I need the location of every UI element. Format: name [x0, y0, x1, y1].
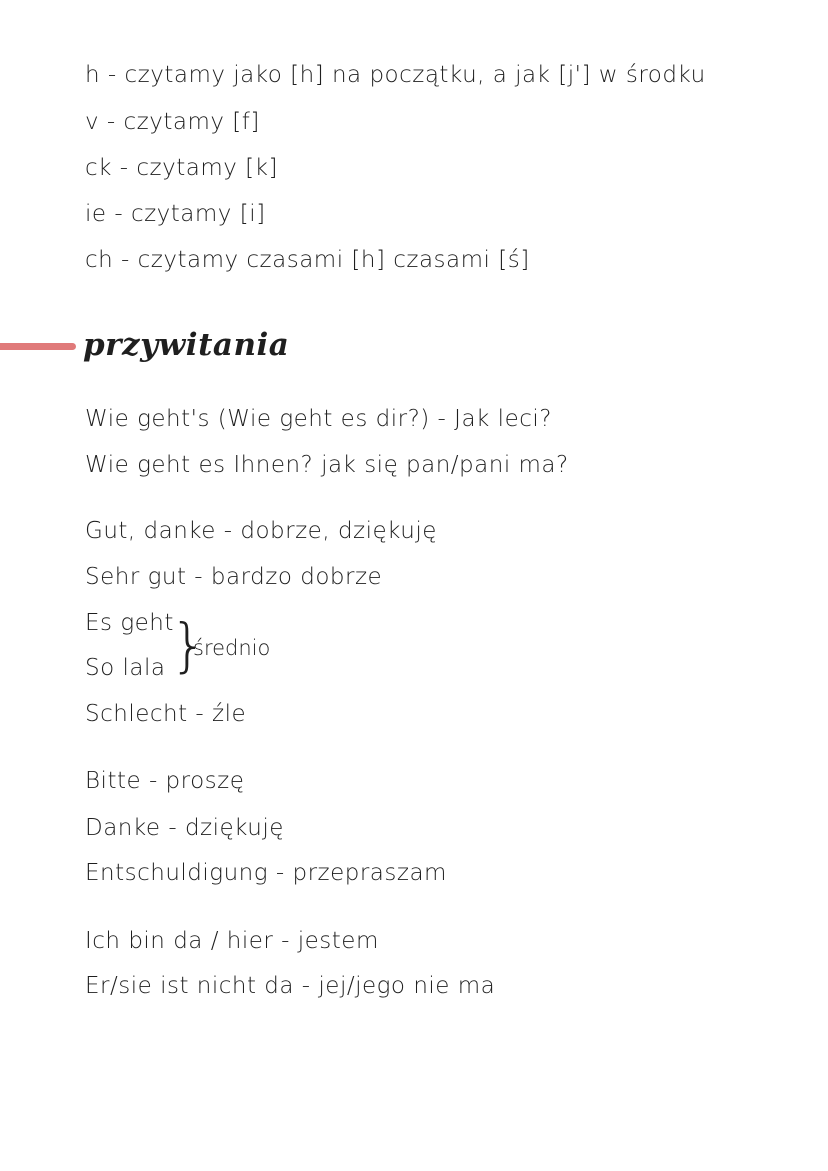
question-line: Wie geht es Ihnen? jak się pan/pani ma?: [85, 452, 569, 478]
pronunciation-line: ie - czytamy [i]: [85, 201, 266, 227]
pronunciation-line: v - czytamy [f]: [85, 109, 260, 135]
section-heading: przywitania: [83, 327, 290, 363]
brace-symbol: }: [170, 611, 207, 679]
brace-label: średnio: [193, 636, 271, 660]
pronunciation-line: ch - czytamy czasami [h] czasami [ś]: [85, 247, 530, 273]
politeness-line: Bitte - proszę: [85, 768, 245, 794]
presence-line: Ich bin da / hier - jestem: [85, 928, 379, 954]
presence-line: Er/sie ist nicht da - jej/jego nie ma: [85, 973, 496, 999]
politeness-line: Entschuldigung - przepraszam: [85, 860, 447, 886]
question-line: Wie geht's (Wie geht es dir?) - Jak leci?: [85, 406, 552, 432]
answer-line: Schlecht - źle: [85, 701, 247, 727]
answer-line: Sehr gut - bardzo dobrze: [85, 564, 383, 590]
pronunciation-line: h - czytamy jako [h] na początku, a jak [j'] w środku: [85, 62, 706, 88]
answer-line: Es geht: [85, 610, 174, 636]
answer-line: So lala: [85, 655, 166, 681]
pronunciation-line: ck - czytamy [k]: [85, 155, 278, 181]
section-accent-bar: [0, 343, 76, 350]
politeness-line: Danke - dziękuję: [85, 815, 284, 841]
answer-line: Gut, danke - dobrze, dziękuję: [85, 518, 437, 544]
